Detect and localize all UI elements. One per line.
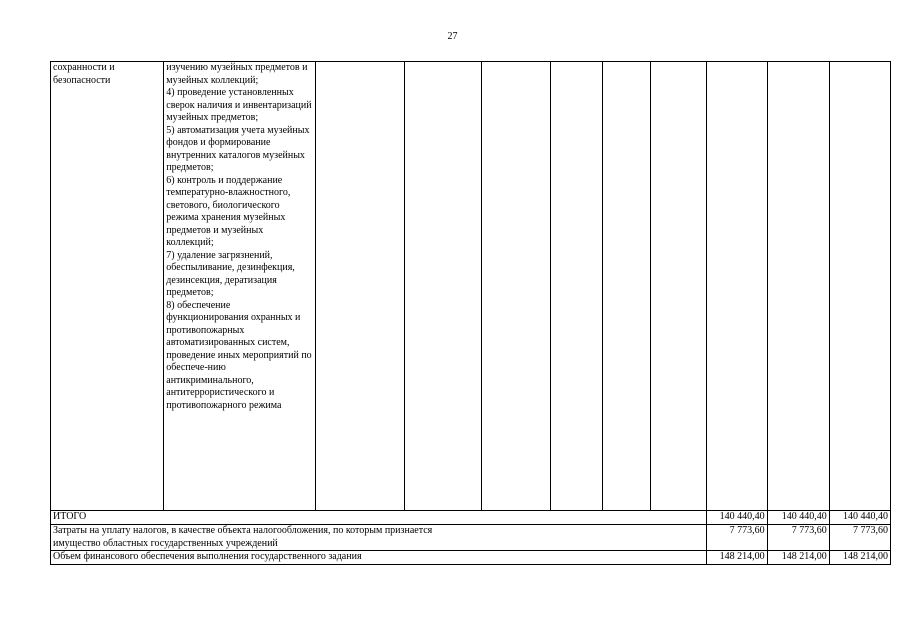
expenditure-table — [50, 61, 891, 565]
funding-volume-value: 148 214,00 — [829, 551, 890, 565]
total-value: 140 440,40 — [706, 511, 767, 525]
total-value: 140 440,40 — [829, 511, 890, 525]
taxes-value: 7 773,60 — [706, 525, 767, 551]
total-label: ИТОГО — [51, 511, 707, 525]
empty-cell — [315, 62, 404, 511]
empty-cell — [482, 62, 551, 511]
page-number: 27 — [447, 31, 458, 42]
funding-volume-value: 148 214,00 — [706, 551, 767, 565]
empty-cell — [603, 62, 651, 511]
taxes-row — [51, 525, 891, 551]
empty-cell — [551, 62, 603, 511]
taxes-label: Затраты на уплату налогов, в качестве объекта налогообложения, по которым признается имущество областных государственных учреждений — [51, 525, 707, 551]
taxes-value: 7 773,60 — [767, 525, 829, 551]
funding-volume-value: 148 214,00 — [767, 551, 829, 565]
service-description-cell: изучению музейных предметов и музейных коллекций; 4) проведение установленных сверок наличия и инвентаризаций музейных предметов; 5) автоматизация учета музейных фондов и формирование внутренних каталогов музейных предметов; 6) контроль и поддержание температурно-влажностного, светового, биологического режима хранения музейных предметов и музейных коллекций; 7) удаление загрязнений, обеспыливание, дезинфекция, дезинсекция, дератизация предметов; 8) обеспечение функционирования охранных и противопожарных автоматизированных систем, проведение иных мероприятий по обеспече-нию антикриминального, антитеррористического и противопожарного режима — [164, 62, 315, 511]
total-value: 140 440,40 — [767, 511, 829, 525]
empty-cell — [829, 62, 890, 511]
service-row — [51, 62, 891, 511]
empty-cell — [706, 62, 767, 511]
empty-cell — [404, 62, 481, 511]
funding-volume-row — [51, 551, 891, 565]
funding-volume-label: Объем финансового обеспечения выполнения государственного задания — [51, 551, 707, 565]
taxes-value: 7 773,60 — [829, 525, 890, 551]
empty-cell — [651, 62, 706, 511]
service-name-cell: сохранности и безопасности — [51, 62, 164, 511]
empty-cell — [767, 62, 829, 511]
total-row — [51, 511, 891, 525]
